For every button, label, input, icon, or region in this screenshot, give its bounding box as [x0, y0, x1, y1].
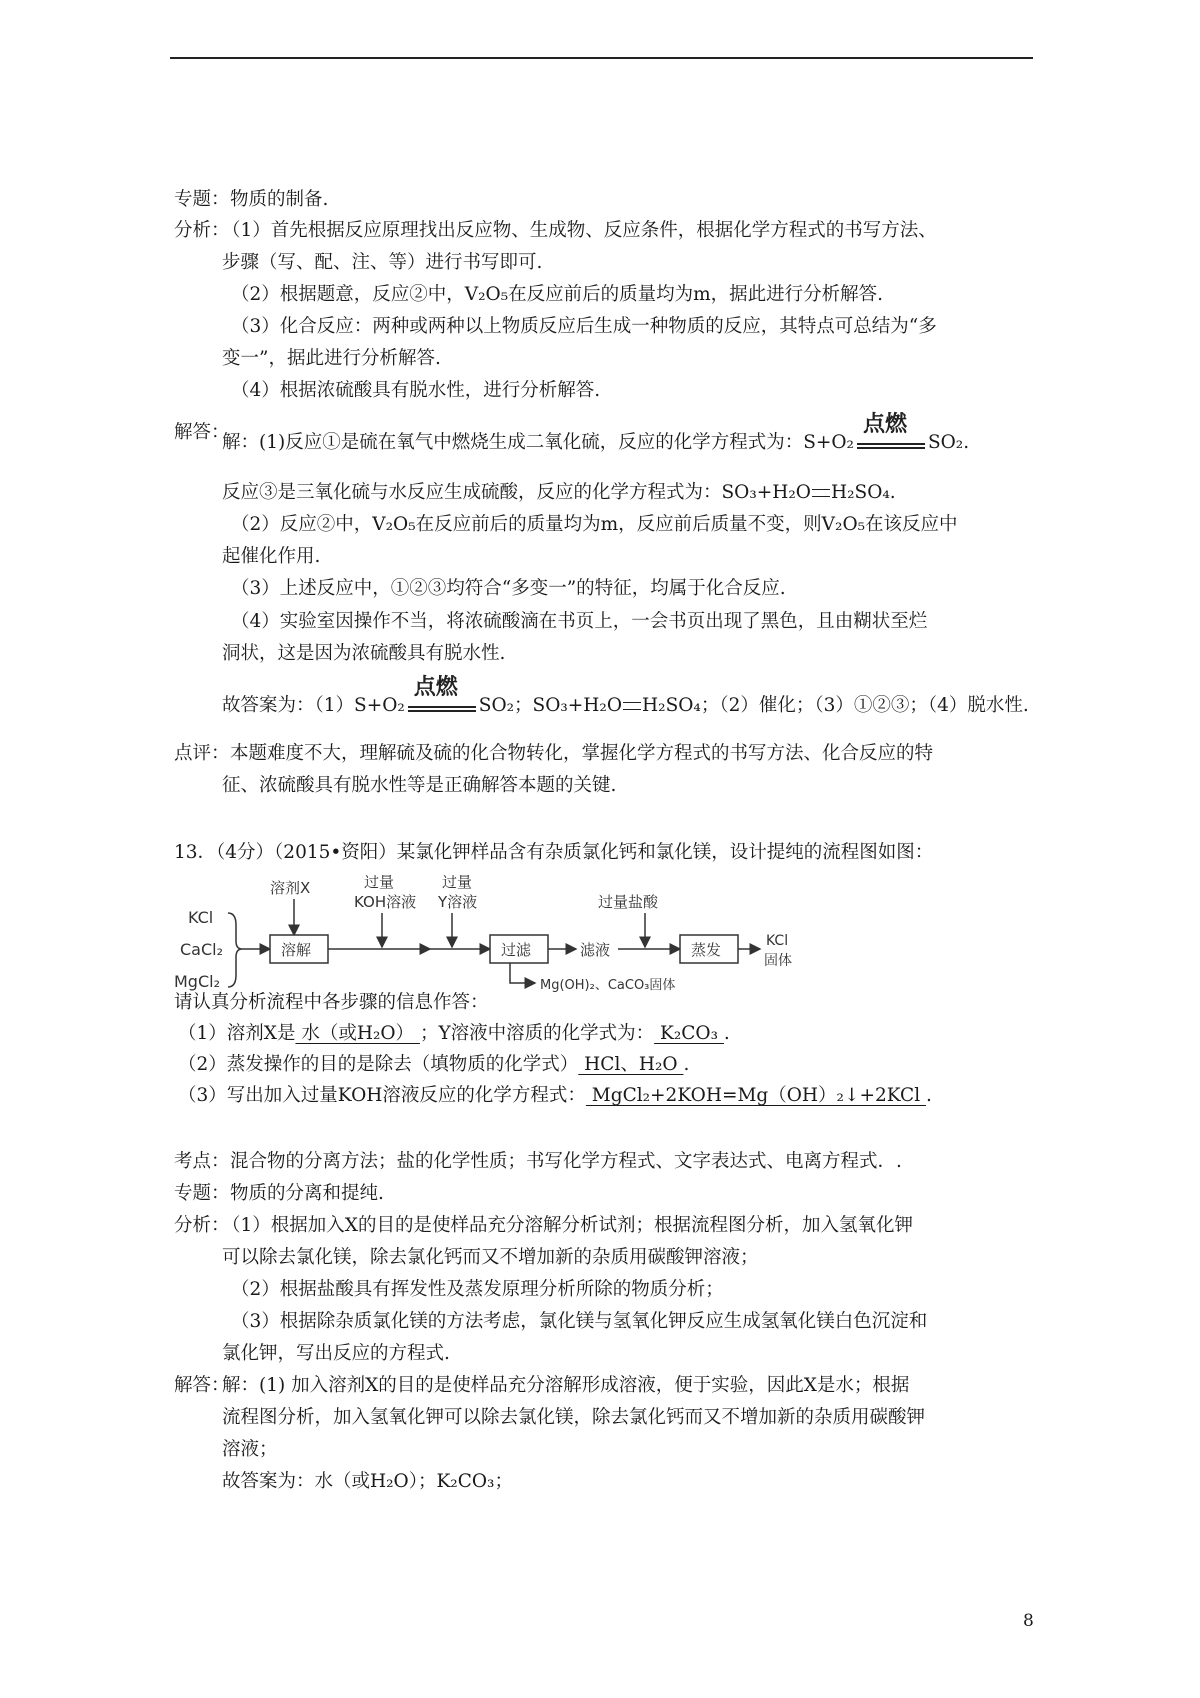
analysis-line: 氯化钾，写出反应的方程式.: [222, 1343, 450, 1364]
solid-label: Mg(OH)₂、CaCO₃固体: [540, 978, 676, 993]
answer-line: （4）实验室因操作不当，将浓硫酸滴在书页上，一会书页出现了黑色，且由糊状至烂: [231, 611, 928, 632]
answer-line: 洞状，这是因为浓硫酸具有脱水性.: [222, 643, 506, 664]
equals-sign: [623, 702, 641, 710]
topic-text: 物质的制备.: [230, 189, 329, 210]
answer-line: 溶液；: [222, 1439, 278, 1460]
box-dissolve-label: 溶解: [281, 941, 312, 959]
header-rule: [170, 57, 1033, 59]
question-stem: 13．（4分）（2015•资阳）某氯化钾样品含有杂质氯化钙和氯化镁，设计提纯的流程图如图：: [174, 842, 934, 863]
topic-text: 物质的分离和提纯.: [230, 1183, 384, 1204]
analysis-line: 可以除去氯化镁，除去氯化钙而又不增加新的杂质用碳酸钾溶液；: [222, 1247, 759, 1268]
q3-text: .: [926, 1085, 932, 1106]
answer-label: 解答：: [174, 1375, 230, 1396]
answer-line: 起催化作用.: [222, 546, 321, 567]
comment-label: 点评：: [174, 743, 230, 764]
analysis-line: 步骤（写、配、注、等）进行书写即可.: [222, 252, 543, 273]
arrow: [510, 963, 535, 983]
answer-text: H₂SO₄；（2）催化；（3）①②③；（4）脱水性.: [642, 695, 1029, 716]
reagent-koh-line1: 过量: [364, 875, 395, 891]
reagent-koh-line2: KOH溶液: [354, 893, 417, 911]
analysis-line: （1）首先根据反应原理找出反应物、生成物、反应条件，根据化学方程式的书写方法、: [222, 220, 937, 241]
answer-line: （3）上述反应中，①②③均符合“多变一”的特征，均属于化合反应.: [231, 578, 786, 599]
sub-question-1: [178, 1021, 730, 1047]
reagent-hcl-label: 过量盐酸: [598, 893, 659, 911]
answer-text: 反应③是三氧化硫与水反应生成硫酸，反应的化学方程式为：SO₃+H₂O: [222, 482, 811, 503]
topic-label: 专题：: [174, 1183, 230, 1204]
q1-text: .: [723, 1023, 730, 1044]
filtrate-label: 滤液: [580, 941, 611, 959]
q1-text: ；Y溶液中溶质的化学式为：: [419, 1023, 655, 1044]
analysis-line: （4）根据浓硫酸具有脱水性，进行分析解答.: [231, 380, 601, 401]
q2-text: （2）蒸发操作的目的是除去（填物质的化学式）: [178, 1054, 579, 1075]
answer-line: 流程图分析，加入氢氧化钾可以除去氯化镁，除去氯化钙而又不增加新的杂质用碳酸钾: [222, 1407, 926, 1428]
reaction-condition: [408, 675, 476, 717]
q2-text: .: [683, 1054, 690, 1075]
answer-line: （2）反应②中，V₂O₅在反应前后的质量均为m，反应前后质量不变，则V₂O₅在该反应中: [231, 514, 958, 535]
answer-line: 解：(1) 加入溶剂X的目的是使样品充分溶解形成溶液，便于实验，因此X是水；根据: [222, 1375, 910, 1396]
product-line2: 固体: [764, 953, 792, 969]
sub-question-2: [178, 1052, 689, 1078]
condition-text: 点燃: [413, 675, 458, 700]
reaction-condition: [857, 412, 925, 454]
reagent-x-label: 溶剂X: [270, 879, 311, 897]
analysis-label: 分析：: [174, 1215, 230, 1236]
prompt-text: 请认真分析流程中各步骤的信息作答：: [174, 992, 489, 1013]
answer-text: SO₂.: [927, 432, 970, 453]
answer-line: 故答案为：水（或H₂O）；K₂CO₃；: [222, 1471, 513, 1492]
comment-line: 本题难度不大，理解硫及硫的化合物转化，掌握化学方程式的书写方法、化合反应的特: [230, 743, 934, 764]
answer-text: 解：(1)反应①是硫在氧气中燃烧生成二氧化硫，反应的化学方程式为：S+O₂: [222, 432, 854, 453]
box-filter-label: 过滤: [501, 941, 532, 959]
purification-flowchart: [170, 875, 800, 1000]
answer-text: H₂SO₄.: [830, 482, 896, 503]
answer-line-equation-2: [222, 480, 896, 506]
q1-text: （1）溶剂X是: [178, 1023, 296, 1044]
q2-answer: HCl、H₂O: [578, 1054, 684, 1075]
input-brace: [228, 913, 242, 987]
answer-text: 故答案为：（1）S+O₂: [222, 695, 405, 716]
reagent-y-line2: Y溶液: [438, 893, 478, 911]
product-line1: KCl: [766, 933, 789, 949]
input-kcl: KCl: [188, 908, 214, 927]
reagent-y-line1: 过量: [442, 875, 473, 891]
kaodian-label: 考点：: [174, 1151, 230, 1172]
condition-text: 点燃: [862, 412, 907, 437]
sub-question-3: [178, 1083, 932, 1109]
box-evaporate-label: 蒸发: [691, 941, 722, 959]
analysis-label: 分析：: [174, 220, 230, 241]
page-number: 8: [1023, 1611, 1034, 1631]
analysis-line: （1）根据加入X的目的是使样品充分溶解分析试剂；根据流程图分析，加入氢氧化钾: [222, 1215, 913, 1236]
q1-answer-1: 水（或H₂O）: [295, 1023, 420, 1044]
analysis-line: （2）根据题意，反应②中，V₂O₅在反应前后的质量均为m，据此进行分析解答.: [231, 284, 884, 305]
answer-label: 解答：: [174, 422, 230, 443]
analysis-line: 变一”，据此进行分析解答.: [222, 348, 441, 369]
analysis-line: （2）根据盐酸具有挥发性及蒸发原理分析所除的物质分析；: [231, 1279, 724, 1300]
analysis-line: （3）根据除杂质氯化镁的方法考虑，氯化镁与氢氧化钾反应生成氢氧化镁白色沉淀和: [231, 1311, 928, 1332]
q1-answer-2: K₂CO₃: [654, 1023, 724, 1044]
final-answer-line: [222, 675, 1029, 719]
input-cacl2: CaCl₂: [180, 940, 224, 959]
q3-text: （3）写出加入过量KOH溶液反应的化学方程式：: [178, 1085, 586, 1106]
q3-answer: MgCl₂+2KOH=Mg（OH）₂↓+2KCl: [585, 1085, 927, 1106]
topic-label: 专题：: [174, 189, 230, 210]
comment-line: 征、浓硫酸具有脱水性等是正确解答本题的关键.: [222, 775, 617, 796]
equals-sign: [812, 489, 830, 497]
kaodian-text: 混合物的分离方法；盐的化学性质；书写化学方程式、文字表达式、电离方程式．.: [230, 1151, 902, 1172]
input-mgcl2: MgCl₂: [174, 972, 220, 991]
answer-line-equation-1: [222, 412, 970, 456]
answer-text: SO₂；SO₃+H₂O: [478, 695, 623, 716]
analysis-line: （3）化合反应：两种或两种以上物质反应后生成一种物质的反应，其特点可总结为“多: [231, 316, 937, 337]
